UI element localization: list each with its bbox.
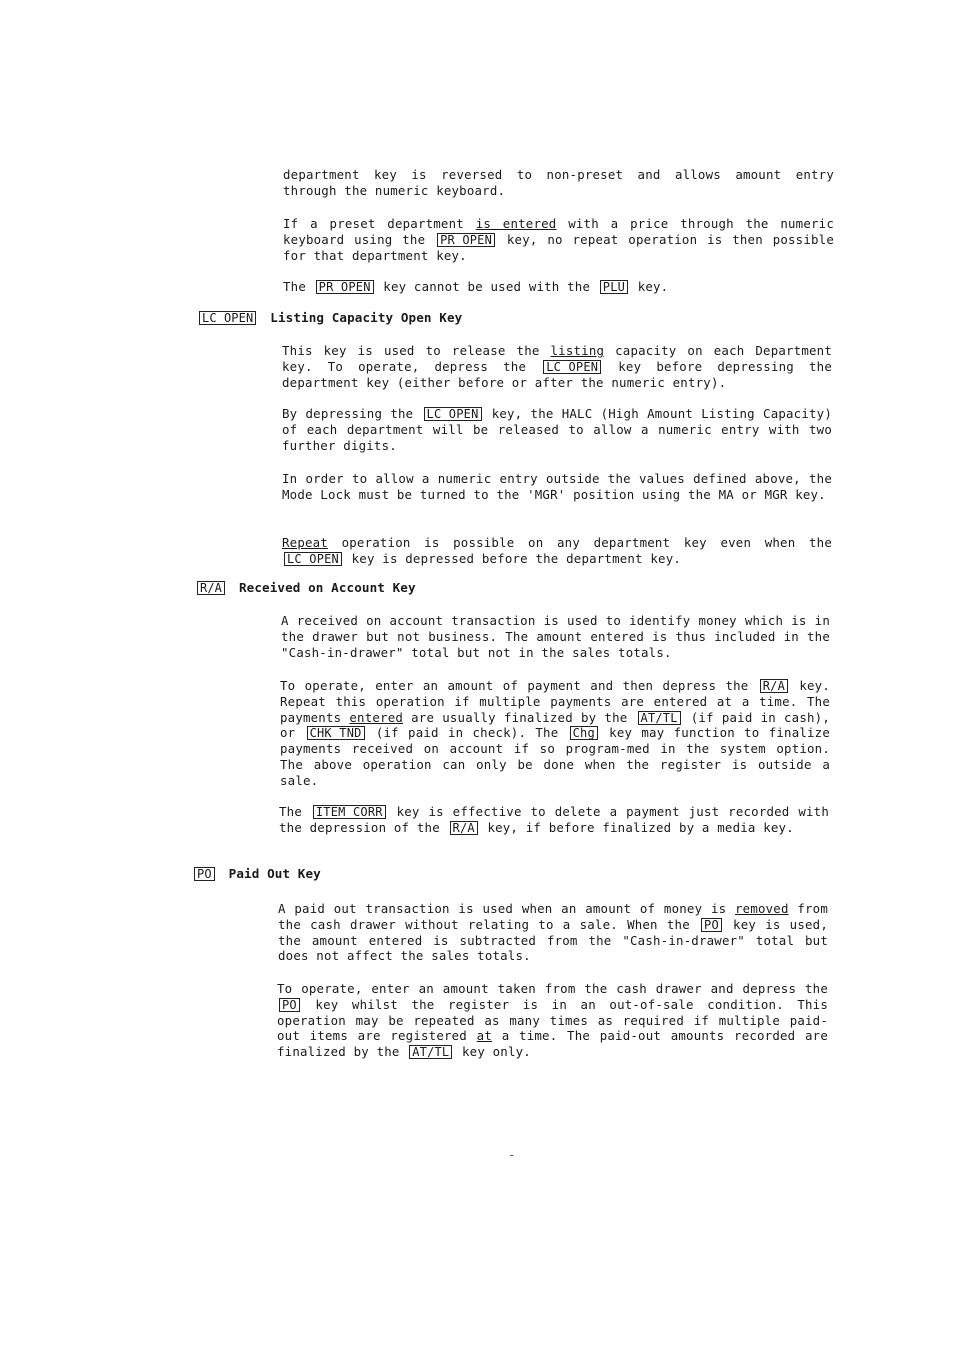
- ra-key-label: R/A: [197, 581, 225, 595]
- plu-key-label: PLU: [600, 280, 628, 294]
- lc-open-paragraph-3: In order to allow a numeric entry outside the values defined above, the Mode Lock must be turned to the 'MGR' position using the MA or MGR key.: [282, 471, 832, 502]
- po-key-label: PO: [194, 867, 215, 881]
- section-title: Paid Out Key: [228, 866, 321, 881]
- po-key-label: PO: [701, 918, 722, 932]
- ra-key-label: R/A: [760, 679, 788, 693]
- chg-key-label: Chg: [570, 726, 598, 740]
- pr-open-key-label: PR OPEN: [437, 233, 495, 247]
- lc-open-key-label: LC OPEN: [199, 311, 256, 325]
- po-paragraph-1: A paid out transaction is used when an amount of money is removed from the cash drawer without relating to a sale. When the PO key is used, the amount entered is subtracted from the "Cash-in-drawer" total but does not affect the sales totals.: [278, 901, 828, 964]
- ra-paragraph-3: The ITEM CORR key is effective to delete a payment just recorded with the depression of the R/A key, if before finalized by a media key.: [279, 804, 829, 835]
- intro-paragraph-2: If a preset department is entered with a price through the numeric keyboard using the PR OPEN key, no repeat operation is then possible for that department key.: [283, 216, 834, 263]
- at-tl-key-label: AT/TL: [638, 711, 681, 725]
- page-footer-dash: -: [508, 1148, 516, 1162]
- ra-section-heading: [195, 580, 416, 596]
- lc-open-key-label: LC OPEN: [424, 407, 482, 421]
- po-section-heading: [192, 866, 321, 882]
- lc-open-paragraph-2: By depressing the LC OPEN key, the HALC (High Amount Listing Capacity) of each department will be released to allow a numeric entry with two further digits.: [282, 406, 832, 453]
- lc-open-key-label: LC OPEN: [543, 360, 601, 374]
- lc-open-paragraph-4: Repeat operation is possible on any department key even when the LC OPEN key is depressed before the department key.: [282, 535, 832, 566]
- intro-paragraph-3: The PR OPEN key cannot be used with the PLU key.: [283, 279, 669, 294]
- intro-paragraph-1: department key is reversed to non-preset and allows amount entry through the numeric keyboard.: [283, 167, 834, 198]
- ra-paragraph-2: To operate, enter an amount of payment and then depress the R/A key. Repeat this operation if multiple payments are entered at a time. The payments entered are usually finalized by the AT/TL (if paid in cash), or CHK TND (if paid in check). The Chg key may function to finalize payments received on account if so program-med in the system option. The above operation can only be done when the register is outside a sale.: [280, 678, 831, 788]
- item-corr-key-label: ITEM CORR: [313, 805, 386, 819]
- section-title: Received on Account Key: [238, 580, 416, 595]
- lc-open-section-heading: [197, 310, 462, 326]
- ra-paragraph-1: A received on account transaction is used to identify money which is in the drawer but not business. The amount entered is thus included in the "Cash-in-drawer" total but not in the sales totals.: [281, 613, 830, 660]
- po-paragraph-2: To operate, enter an amount taken from the cash drawer and depress the PO key whilst the register is in an out-of-sale condition. This operation may be repeated as many times as required if multiple paid-out items are registered at a time. The paid-out amounts recorded are finalized by the AT/TL key only.: [277, 981, 828, 1060]
- section-title: Listing Capacity Open Key: [270, 310, 463, 325]
- lc-open-key-label: LC OPEN: [284, 552, 342, 566]
- chk-tnd-key-label: CHK TND: [307, 726, 365, 740]
- po-key-label: PO: [279, 998, 300, 1012]
- ra-key-label: R/A: [450, 821, 478, 835]
- at-tl-key-label: AT/TL: [409, 1045, 452, 1059]
- lc-open-paragraph-1: This key is used to release the listing capacity on each Department key. To operate, depress the LC OPEN key before depressing the department key (either before or after the numeric entry).: [282, 343, 832, 390]
- pr-open-key-label: PR OPEN: [316, 280, 374, 294]
